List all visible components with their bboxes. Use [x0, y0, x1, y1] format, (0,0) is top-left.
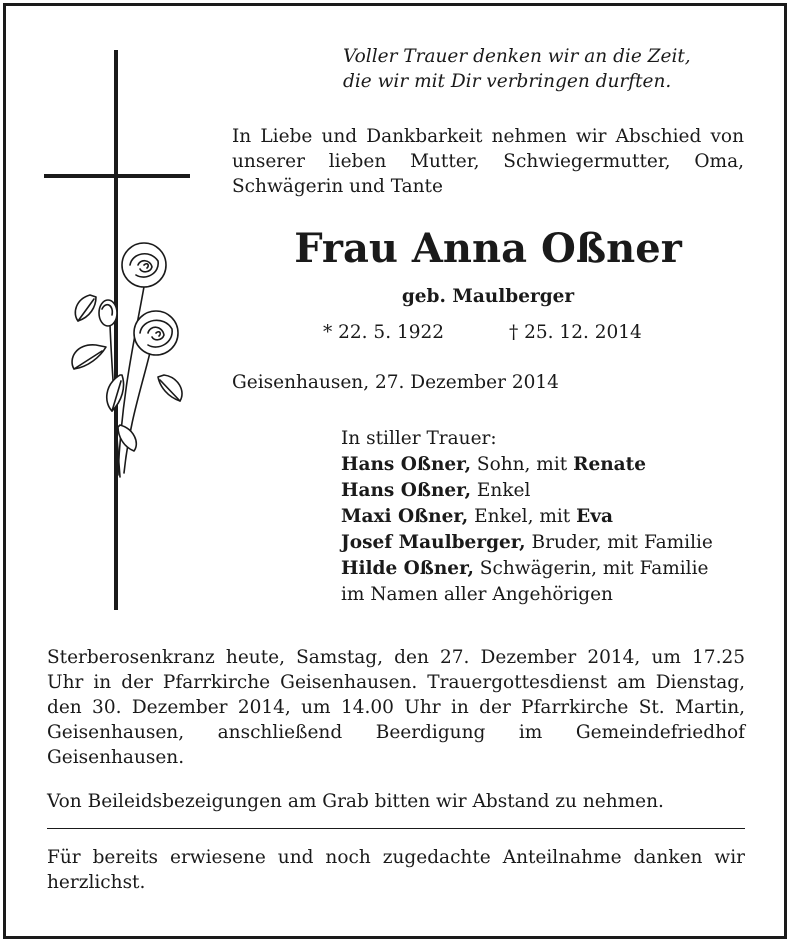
- mourner-relation: Bruder, mit Familie: [525, 532, 713, 553]
- mourner-partner: Renate: [573, 454, 646, 475]
- mourners-heading: In stiller Trauer:: [341, 428, 497, 449]
- mourner-relation: Sohn, mit: [471, 454, 574, 475]
- mourner-relation: Enkel: [471, 480, 531, 501]
- rose-bouquet-icon: [60, 225, 190, 485]
- divider: [47, 828, 745, 829]
- deceased-name: Frau Anna Oßner: [294, 225, 682, 272]
- mourner-partner: Eva: [576, 506, 613, 527]
- mourner-name: Hans Oßner,: [341, 454, 472, 475]
- death-date: † 25. 12. 2014: [509, 322, 642, 343]
- verse-line: Voller Trauer denken wir an die Zeit,: [343, 46, 691, 67]
- condolence-note: Von Beileidsbezeigungen am Grab bitten wir Abstand zu nehmen.: [47, 791, 664, 812]
- verse-line: die wir mit Dir verbringen durften.: [343, 71, 672, 92]
- mourner-name: Hilde Oßner,: [341, 558, 474, 579]
- list-item: [341, 556, 713, 582]
- memorial-verse: [343, 44, 691, 94]
- mourner-name: Hans Oßner,: [341, 480, 472, 501]
- cross-bar: [44, 174, 190, 178]
- list-item: [341, 530, 713, 556]
- list-item: [341, 452, 713, 478]
- mourner-relation: Enkel, mit: [468, 506, 577, 527]
- mourners-closing: im Namen aller Angehörigen: [341, 584, 613, 605]
- farewell-intro: In Liebe und Dankbarkeit nehmen wir Abschied von unserer lieben Mutter, Schwiegermutter, Oma, Schwägerin und Tante: [232, 126, 744, 197]
- place-date: Geisenhausen, 27. Dezember 2014: [232, 372, 559, 393]
- thanks-note: Für bereits erwiesene und noch zugedachte Anteilnahme danken wir herzlichst.: [47, 847, 745, 893]
- mourner-name: Josef Maulberger,: [341, 532, 526, 553]
- birth-date: * 22. 5. 1922: [323, 322, 445, 343]
- list-item: [341, 478, 713, 504]
- service-details: Sterberosenkranz heute, Samstag, den 27. Dezember 2014, um 17.25 Uhr in der Pfarrkirche Geisenhausen. Trauergottesdienst am Dienstag, den 30. Dezember 2014, um 14.00 Uhr in der Pfarrkirche St. Martin, Geisenhausen, anschließend Beerdigung im Gemeindefriedhof Geisenhausen.: [47, 647, 745, 768]
- mourner-name: Maxi Oßner,: [341, 506, 469, 527]
- mourners-list: [341, 426, 713, 608]
- list-item: [341, 504, 713, 530]
- mourner-relation: Schwägerin, mit Familie: [473, 558, 709, 579]
- maiden-name: geb. Maulberger: [401, 286, 575, 307]
